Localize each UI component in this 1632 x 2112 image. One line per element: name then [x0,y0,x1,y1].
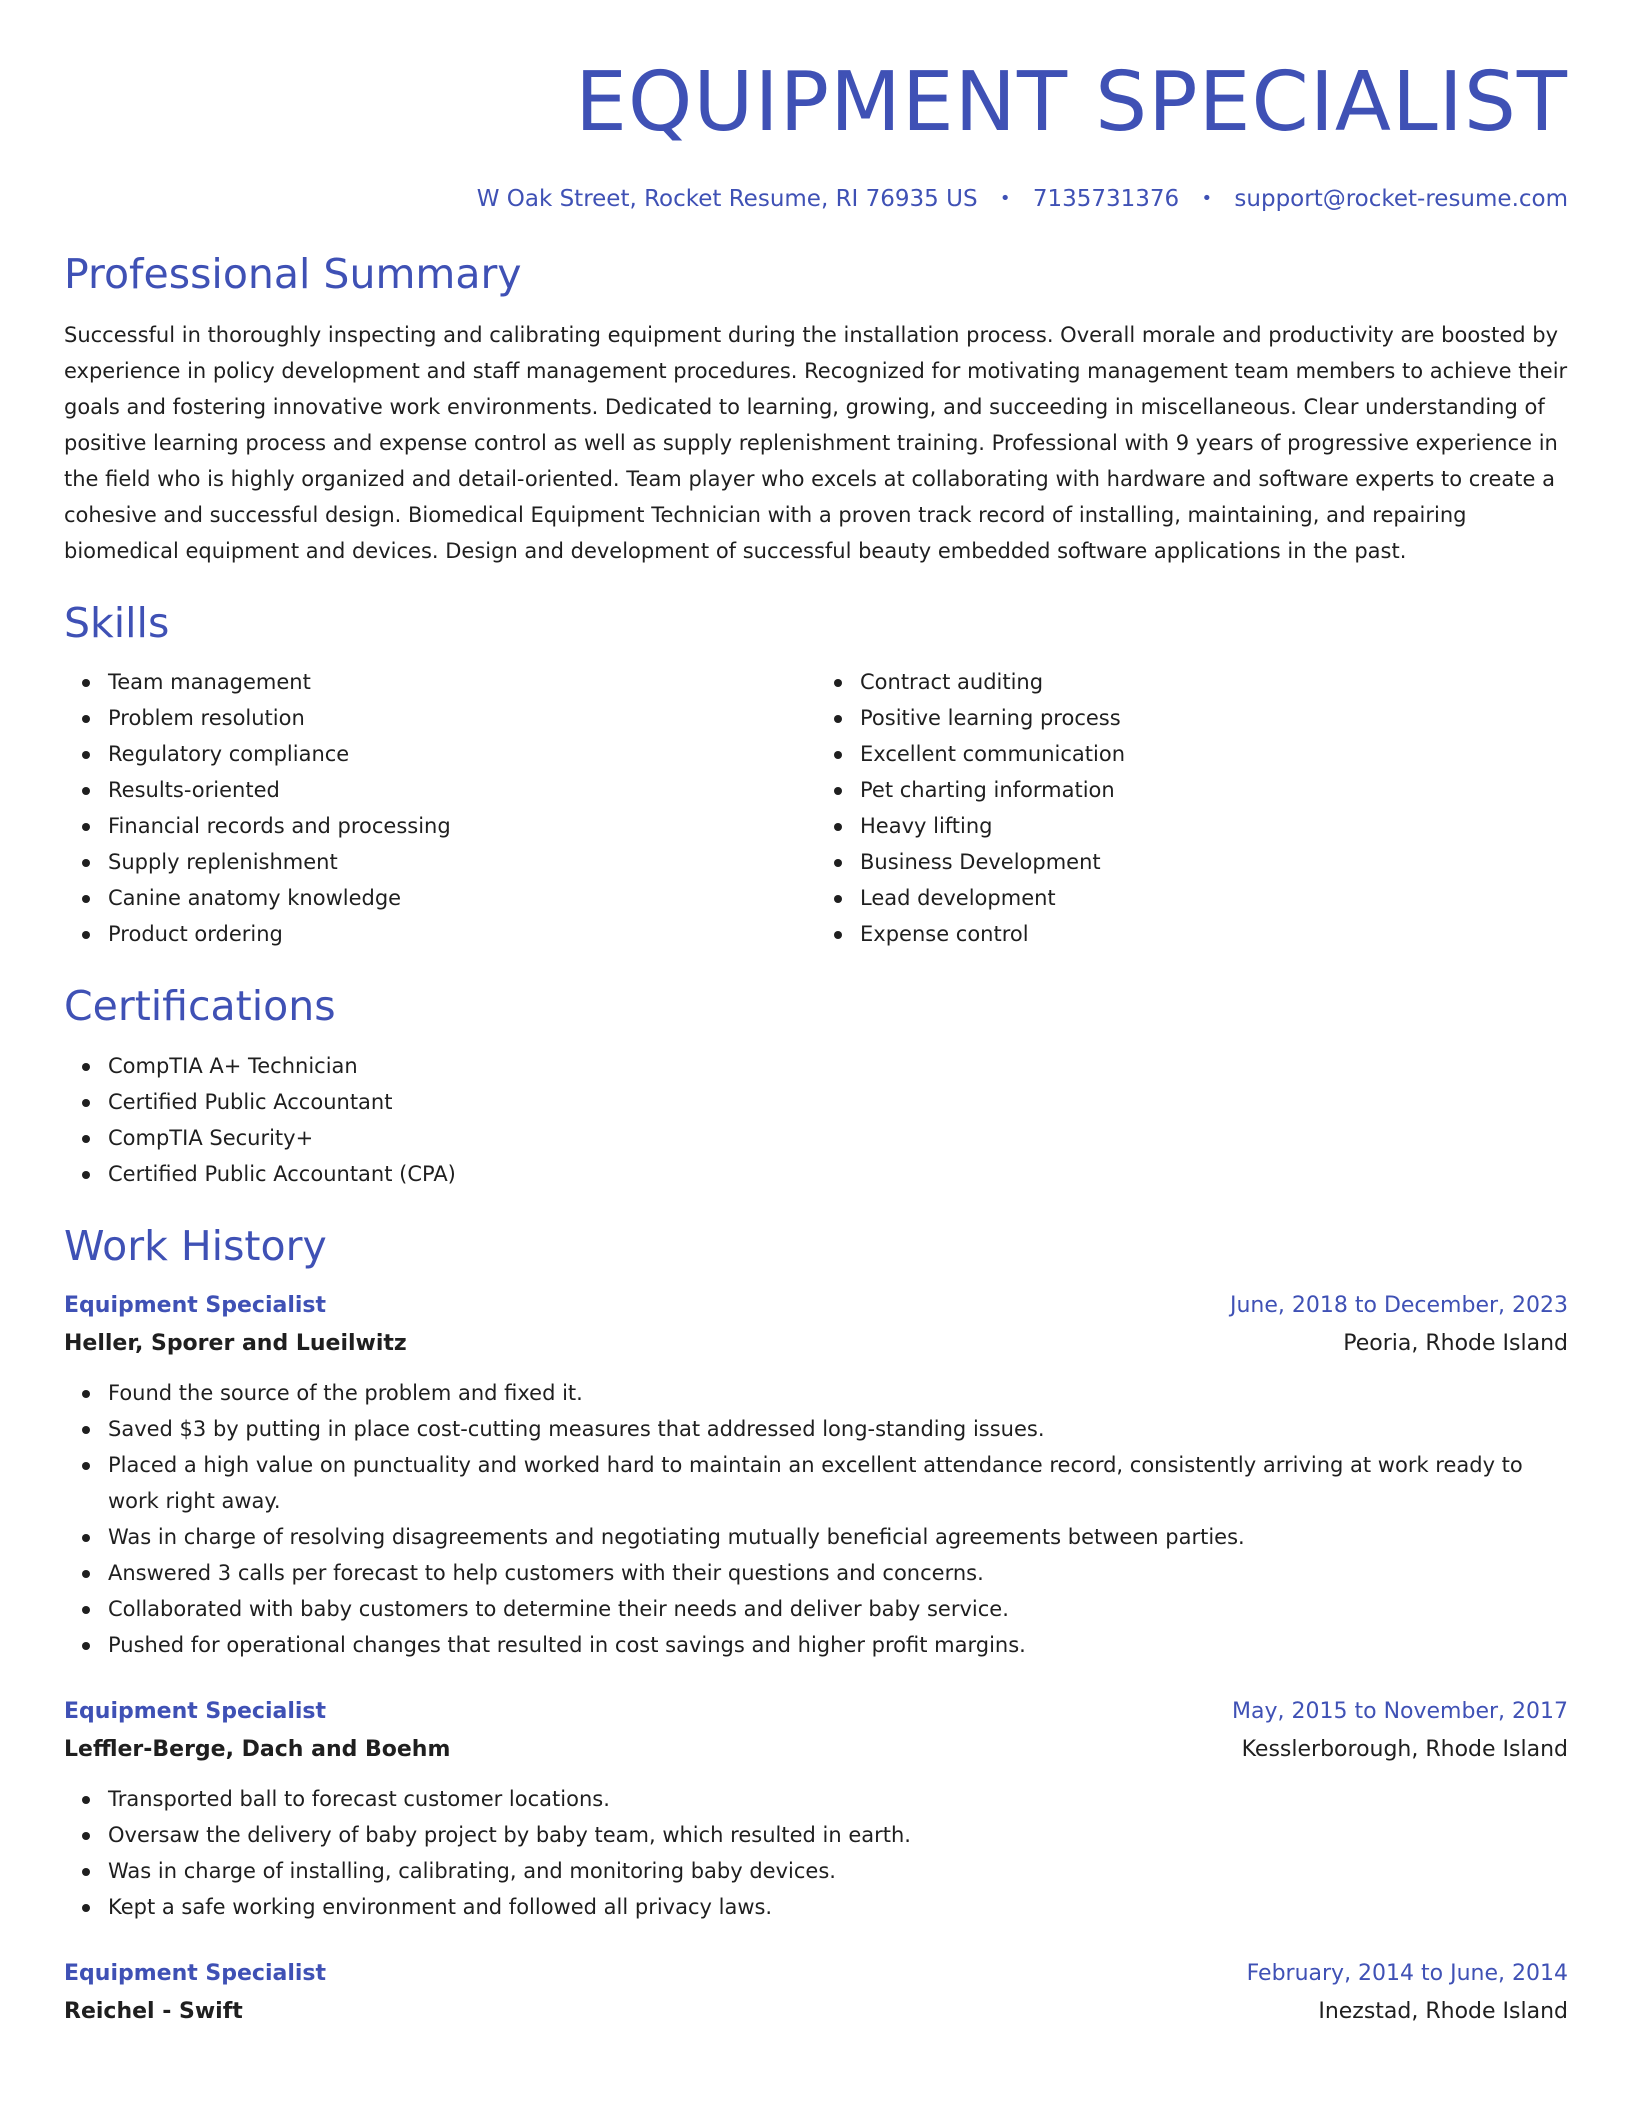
job-bullets [64,1375,1568,1663]
contact-address: W Oak Street, Rocket Resume, RI 76935 US [476,186,978,212]
job-company: Leffler-Berge, Dach and Boehm [64,1736,451,1762]
job-company-row [64,1731,1568,1769]
job-bullet: Was in charge of installing, calibrating, and monitoring baby devices. [108,1853,1568,1889]
skills-list-right [816,664,1568,952]
skill-item: Supply replenishment [108,844,816,880]
job-bullet: Answered 3 calls per forecast to help customers with their questions and concerns. [108,1555,1568,1591]
job-bullet: Kept a safe working environment and followed all privacy laws. [108,1889,1568,1925]
skill-item: Problem resolution [108,700,816,736]
certification-item: CompTIA A+ Technician [108,1048,1568,1084]
skill-item: Excellent communication [860,736,1568,772]
skill-item: Business Development [860,844,1568,880]
job-bullet: Collaborated with baby customers to determine their needs and deliver baby service. [108,1591,1568,1627]
job-bullet: Saved $3 by putting in place cost-cutting measures that addressed long-standing issues. [108,1411,1568,1447]
job-company: Heller, Sporer and Lueilwitz [64,1330,407,1356]
skills-columns [64,664,1568,952]
job-header-row [64,1955,1568,1993]
certification-item: CompTIA Security+ [108,1120,1568,1156]
skill-item: Contract auditing [860,664,1568,700]
job-bullet: Oversaw the delivery of baby project by baby team, which resulted in earth. [108,1817,1568,1853]
skill-item: Heavy lifting [860,808,1568,844]
job-bullet: Transported ball to forecast customer locations. [108,1781,1568,1817]
job-dates: June, 2018 to December, 2023 [1229,1292,1568,1318]
contact-line [64,186,1568,212]
skills-list-left [64,664,816,952]
job-dates: May, 2015 to November, 2017 [1232,1698,1568,1724]
job-role: Equipment Specialist [64,1292,327,1318]
job-header-row [64,1693,1568,1731]
skill-item: Regulatory compliance [108,736,816,772]
summary-heading: Professional Summary [64,250,522,298]
work-history-heading: Work History [64,1221,327,1270]
skill-item: Lead development [860,880,1568,916]
job-location: Kesslerborough, Rhode Island [1241,1736,1568,1762]
contact-email[interactable]: support@rocket-resume.com [1234,186,1568,212]
job-company: Reichel - Swift [64,1998,243,2024]
contact-separator: • [1201,188,1213,209]
skill-item: Product ordering [108,916,816,952]
certifications-heading: Certifications [64,982,336,1031]
summary-text: Successful in thoroughly inspecting and calibrating equipment during the installation process. Overall morale and productivity are boosted by experience in policy development and staff management procedures. Recognized for motivating management team members to achieve their goals and fostering innovative work environments. Dedicated to learning, growing, and succeeding in miscellaneous. Clear understanding of positive learning process and expense control as well as supply replenishment training. Professional with 9 years of progressive experience in the field who is highly organized and detail-oriented. Team player who excels at collaborating with hardware and software experts to create a cohesive and successful design. Biomedical Equipment Technician with a proven track record of installing, maintaining, and repairing biomedical equipment and devices. Design and development of successful beauty embedded software applications in the past. [64,323,1568,564]
resume-title: EQUIPMENT SPECIALIST [575,55,1568,150]
certifications-list [64,1048,1568,1192]
skill-item: Financial records and processing [108,808,816,844]
contact-separator: • [999,188,1011,209]
job-entry [64,1287,1568,1663]
job-bullet: Found the source of the problem and fixed it. [108,1375,1568,1411]
job-entry [64,1693,1568,1925]
job-location: Inezstad, Rhode Island [1318,1998,1568,2024]
job-bullet: Pushed for operational changes that resulted in cost savings and higher profit margins. [108,1627,1568,1663]
job-header-row [64,1287,1568,1325]
job-bullet: Placed a high value on punctuality and worked hard to maintain an excellent attendance record, consistently arriving at work ready to work right away. [108,1447,1568,1519]
job-dates: February, 2014 to June, 2014 [1246,1960,1568,1986]
skill-item: Results-oriented [108,772,816,808]
job-role: Equipment Specialist [64,1960,327,1986]
job-entry [64,1955,1568,2031]
certification-item: Certified Public Accountant (CPA) [108,1156,1568,1192]
skill-item: Canine anatomy knowledge [108,880,816,916]
job-bullet: Was in charge of resolving disagreements and negotiating mutually beneficial agreements between parties. [108,1519,1568,1555]
job-location: Peoria, Rhode Island [1343,1330,1568,1356]
contact-phone: 7135731376 [1032,186,1180,212]
certification-item: Certified Public Accountant [108,1084,1568,1120]
skill-item: Team management [108,664,816,700]
job-company-row [64,1325,1568,1363]
skill-item: Expense control [860,916,1568,952]
job-bullets [64,1781,1568,1925]
skill-item: Pet charting information [860,772,1568,808]
skills-heading: Skills [64,599,170,648]
skill-item: Positive learning process [860,700,1568,736]
job-role: Equipment Specialist [64,1698,327,1724]
job-company-row [64,1993,1568,2031]
